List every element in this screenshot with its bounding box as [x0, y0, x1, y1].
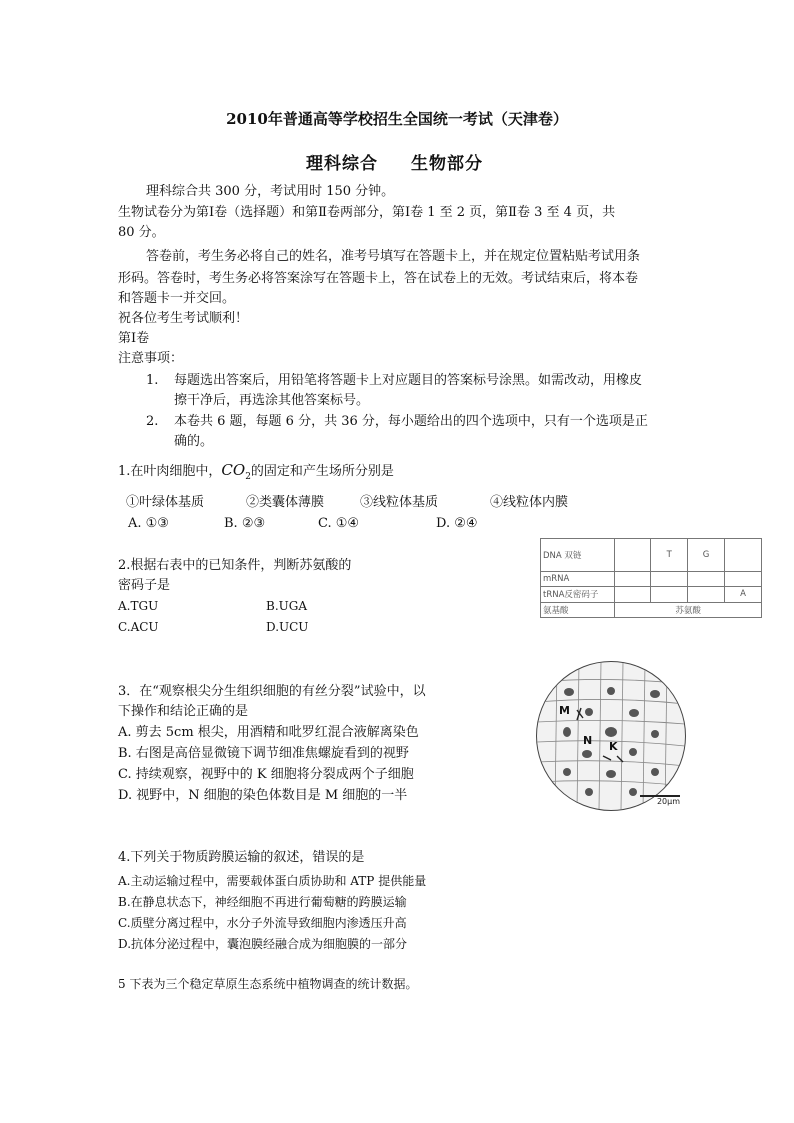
- co2-formula: $CO_2$: [221, 461, 251, 482]
- intro-line: 理科综合共 300 分，考试用时 150 分钟。: [146, 184, 395, 199]
- intro-line: 和答题卡一并交回。: [118, 291, 236, 306]
- dna-t: T: [651, 539, 688, 572]
- q4-option-b: B.在静息状态下，神经细胞不再进行葡萄糖的跨膜运输: [118, 895, 407, 909]
- q1-item: ①叶绿体基质: [126, 495, 205, 510]
- row-aa-label: 氨基酸: [541, 602, 615, 617]
- q1-option-c: C. ①④: [318, 516, 360, 531]
- q2-option-b: B.UGA: [266, 599, 307, 613]
- note-text: 擦干净后，再选涂其他答案标号。: [174, 393, 370, 408]
- q2-option-a: A.TGU: [118, 599, 159, 613]
- q2-option-c: C.ACU: [118, 620, 159, 634]
- intro-line: 答卷前，考生务必将自己的姓名，准考号填写在答题卡上，并在规定位置粘贴考试用条: [146, 249, 641, 264]
- trna-a: A: [725, 587, 762, 602]
- q2-option-d: D.UCU: [266, 620, 309, 634]
- note-text: 每题选出答案后，用铅笔将答题卡上对应题目的答案标号涂黑。如需改动，用橡皮: [174, 373, 643, 388]
- section-title: 生物部分: [411, 154, 483, 174]
- subject-title: 理科综合: [306, 154, 378, 174]
- row-dna-label: DNA 双链: [541, 539, 615, 572]
- q3-option-c: C. 持续观察，视野中的 K 细胞将分裂成两个子细胞: [118, 767, 414, 782]
- question-3-stem: 下操作和结论正确的是: [118, 704, 249, 719]
- q4-option-c: C.质壁分离过程中，水分子外流导致细胞内渗透压升高: [118, 916, 407, 930]
- note-text: 本卷共 6 题，每题 6 分，共 36 分，每小题给出的四个选项中，只有一个选项是正: [174, 414, 648, 429]
- label-k: K: [609, 740, 618, 753]
- exam-title: 2010年普通高等学校招生全国统一考试（天津卷）: [226, 110, 568, 128]
- question-1-stem: [118, 461, 394, 486]
- row-mrna-label: mRNA: [541, 571, 615, 586]
- scale-bar: 20μm: [640, 795, 680, 815]
- row-trna-label: tRNA反密码子: [541, 587, 615, 602]
- codon-table: [540, 538, 762, 618]
- intro-line: 生物试卷分为第Ⅰ卷（选择题）和第Ⅱ卷两部分，第Ⅰ卷 1 至 2 页，第Ⅱ卷 3 至 4 页，共: [118, 205, 616, 220]
- question-4-stem: 4.下列关于物质跨膜运输的叙述，错误的是: [118, 850, 365, 865]
- microscope-cells: [537, 662, 685, 810]
- dna-g: G: [688, 539, 725, 572]
- q1-item: ②类囊体薄膜: [246, 495, 325, 510]
- question-2-stem: 2.根据右表中的已知条件，判断苏氨酸的: [118, 558, 352, 573]
- q3-option-b: B. 右图是高倍显微镜下调节细准焦螺旋看到的视野: [118, 746, 409, 761]
- notes-title: 注意事项：: [118, 351, 184, 366]
- part-label: 第Ⅰ卷: [118, 331, 150, 346]
- stem-text: 1.在叶肉细胞中，: [118, 464, 222, 479]
- aa-value: 苏氨酸: [615, 602, 762, 617]
- question-2-stem: 密码子是: [118, 578, 171, 593]
- intro-line: 80 分。: [118, 225, 165, 240]
- q1-item: ④线粒体内膜: [490, 495, 569, 510]
- stem-text: 的固定和产生场所分别是: [250, 464, 394, 479]
- q1-option-b: B. ②③: [224, 516, 266, 531]
- q1-option-a: A. ①③: [128, 516, 169, 531]
- question-3-stem: 3．在“观察根尖分生组织细胞的有丝分裂”试验中，以: [118, 684, 426, 699]
- q3-option-d: D. 视野中，N 细胞的染色体数目是 M 细胞的一半: [118, 788, 408, 803]
- question-5-stem: 5 下表为三个稳定草原生态系统中植物调查的统计数据。: [118, 977, 418, 991]
- q4-option-a: A.主动运输过程中，需要载体蛋白质协助和 ATP 提供能量: [118, 874, 427, 888]
- intro-line: 祝各位考生考试顺利！: [118, 311, 249, 326]
- label-m: M: [559, 704, 570, 717]
- note-number: 2.: [146, 414, 159, 429]
- note-number: 1.: [146, 373, 159, 388]
- q1-item: ③线粒体基质: [360, 495, 439, 510]
- q1-option-d: D. ②④: [436, 516, 478, 531]
- note-text: 确的。: [174, 434, 214, 449]
- microscope-image: [536, 661, 686, 811]
- label-n: N: [583, 734, 593, 747]
- q3-option-a: A. 剪去 5cm 根尖，用酒精和吡罗红混合液解离染色: [118, 725, 419, 740]
- q4-option-d: D.抗体分泌过程中，囊泡膜经融合成为细胞膜的一部分: [118, 937, 408, 951]
- intro-line: 形码。答卷时，考生务必将答案涂写在答题卡上，答在试卷上的无效。考试结束后，将本卷: [118, 271, 639, 286]
